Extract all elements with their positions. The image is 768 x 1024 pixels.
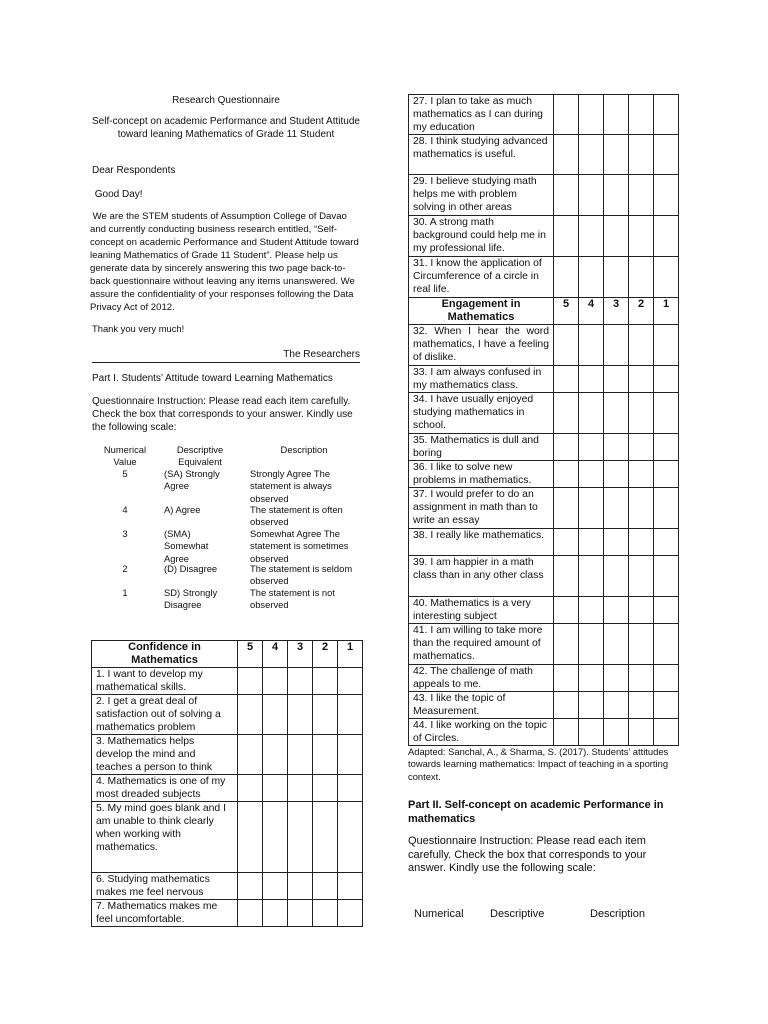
item-text: 31. I know the application of Circumference of a circle in real life. — [409, 257, 554, 298]
checkbox-cell[interactable] — [554, 665, 579, 692]
scale-equiv: (SA) Strongly Agree — [164, 468, 220, 492]
table-row — [409, 556, 679, 597]
item-text: 6. Studying mathematics makes me feel nervous — [92, 873, 238, 900]
checkbox-cell[interactable] — [579, 135, 604, 175]
table-row — [409, 529, 679, 556]
intro-paragraph — [90, 210, 362, 314]
item-text: 1. I want to develop my mathematical skills. — [92, 668, 238, 695]
checkbox-cell[interactable] — [604, 216, 629, 257]
item-text: 44. I like working on the topic of Circles. — [409, 719, 554, 746]
col-header-5: 5 — [554, 298, 579, 325]
greeting — [92, 188, 360, 201]
part2-scale-header-descriptive: Descriptive — [490, 908, 545, 920]
table-header-title: Confidence in Mathematics — [92, 641, 238, 668]
checkbox-cell[interactable] — [579, 461, 604, 488]
col-header-1: 1 — [654, 298, 679, 325]
scale-value: 1 — [122, 587, 128, 598]
checkbox-cell[interactable] — [654, 393, 679, 434]
checkbox-cell[interactable] — [554, 135, 579, 175]
table-row — [409, 597, 679, 624]
scale-value: 3 — [122, 528, 128, 539]
divider — [92, 362, 360, 363]
checkbox-cell[interactable] — [654, 597, 679, 624]
scale-equiv: A) Agree — [164, 504, 201, 515]
checkbox-cell[interactable] — [554, 325, 579, 366]
checkbox-cell[interactable] — [288, 668, 313, 695]
checkbox-cell[interactable] — [604, 529, 629, 556]
scale-header-descriptive: Descriptive Equivalent — [176, 444, 224, 468]
checkbox-cell[interactable] — [604, 257, 629, 298]
scale-desc: The statement is often observed — [250, 504, 343, 528]
doc-title: Self-concept on academic Performance and Student Attitude toward leaning Mathematics of Grade 11 Student — [92, 116, 360, 140]
checkbox-cell[interactable] — [604, 175, 629, 216]
col-header-2: 2 — [313, 641, 338, 668]
checkbox-cell[interactable] — [654, 366, 679, 393]
checkbox-cell[interactable] — [604, 719, 629, 746]
part2-instruction: Questionnaire Instruction: Please read each item carefully. Check the box that corresponds to your answer. Kindly use the following scale: — [408, 835, 647, 874]
checkbox-cell[interactable] — [338, 900, 363, 927]
scale-desc: Strongly Agree The statement is always observed — [250, 468, 332, 504]
checkbox-cell[interactable] — [604, 692, 629, 719]
checkbox-cell[interactable] — [579, 665, 604, 692]
part2-scale-header-description: Description — [590, 908, 646, 920]
table-row — [92, 802, 363, 873]
checkbox-cell[interactable] — [238, 900, 263, 927]
table-row — [92, 775, 363, 802]
checkbox-cell[interactable] — [288, 802, 313, 873]
checkbox-cell[interactable] — [554, 597, 579, 624]
table-row — [409, 719, 679, 746]
checkbox-cell[interactable] — [629, 95, 654, 135]
checkbox-cell[interactable] — [629, 461, 654, 488]
item-text: 43. I like the topic of Measurement. — [409, 692, 554, 719]
col-header-4: 4 — [579, 298, 604, 325]
scale-equiv: (SMA) Somewhat Agree — [164, 528, 209, 564]
checkbox-cell[interactable] — [579, 257, 604, 298]
checkbox-cell[interactable] — [313, 873, 338, 900]
scale-value: 2 — [122, 563, 128, 574]
table-row — [409, 216, 679, 257]
scale-value: 5 — [122, 468, 128, 479]
scale-desc: Somewhat Agree The statement is sometimes observed — [250, 528, 349, 564]
col-header-2: 2 — [629, 298, 654, 325]
checkbox-cell[interactable] — [288, 775, 313, 802]
checkbox-cell[interactable] — [579, 529, 604, 556]
checkbox-cell[interactable] — [263, 775, 288, 802]
col-header-5: 5 — [238, 641, 263, 668]
checkbox-cell[interactable] — [629, 393, 654, 434]
table-header-title: Engagement in Mathematics — [409, 298, 554, 325]
checkbox-cell[interactable] — [604, 461, 629, 488]
item-text: 38. I really like mathematics. — [409, 529, 554, 556]
checkbox-cell[interactable] — [238, 873, 263, 900]
checkbox-cell[interactable] — [579, 325, 604, 366]
checkbox-cell[interactable] — [554, 393, 579, 434]
scale-header-numerical: Numerical Value — [103, 444, 147, 468]
intro-text: We are the STEM students of Assumption College of Davao and currently conducting business research entitled, “Self-concept on academic Performance and Student Attitude toward leaning Mathematics of Grade 11 Student”. Please help us generate data by sincerely answering this two page back-to-back questionnaire without leaving any items unanswered. We assure the confidentiality of your responses following the Data Privacy Act of 2012. — [90, 211, 359, 313]
table-row — [409, 366, 679, 393]
table-row — [409, 461, 679, 488]
checkbox-cell[interactable] — [604, 624, 629, 665]
part2-title: Part II. Self-concept on academic Performance in mathematics — [408, 799, 664, 825]
item-text: 29. I believe studying math helps me with problem solving in other areas — [409, 175, 554, 216]
checkbox-cell[interactable] — [263, 695, 288, 735]
checkbox-cell[interactable] — [654, 556, 679, 597]
checkbox-cell[interactable] — [654, 257, 679, 298]
checkbox-cell[interactable] — [629, 175, 654, 216]
table-row — [409, 434, 679, 461]
checkbox-cell[interactable] — [629, 624, 654, 665]
checkbox-cell[interactable] — [288, 735, 313, 775]
table-row — [409, 257, 679, 298]
checkbox-cell[interactable] — [554, 692, 579, 719]
table-row — [92, 900, 363, 927]
checkbox-cell[interactable] — [554, 461, 579, 488]
checkbox-cell[interactable] — [629, 434, 654, 461]
checkbox-cell[interactable] — [554, 216, 579, 257]
checkbox-cell[interactable] — [554, 366, 579, 393]
checkbox-cell[interactable] — [604, 366, 629, 393]
checkbox-cell[interactable] — [263, 900, 288, 927]
checkbox-cell[interactable] — [629, 325, 654, 366]
checkbox-cell[interactable] — [629, 597, 654, 624]
item-text: 27. I plan to take as much mathematics as I can during my education — [409, 95, 554, 135]
scale-value: 4 — [122, 504, 128, 515]
checkbox-cell[interactable] — [579, 692, 604, 719]
scale-equiv: SD) Strongly Disagree — [164, 587, 218, 611]
checkbox-cell[interactable] — [263, 735, 288, 775]
checkbox-cell[interactable] — [554, 95, 579, 135]
checkbox-cell[interactable] — [288, 873, 313, 900]
scale-equiv: (D) Disagree — [164, 563, 218, 574]
col-header-3: 3 — [604, 298, 629, 325]
checkbox-cell[interactable] — [654, 216, 679, 257]
checkbox-cell[interactable] — [654, 95, 679, 135]
col-header-4: 4 — [263, 641, 288, 668]
checkbox-cell[interactable] — [288, 695, 313, 735]
table-row — [409, 624, 679, 665]
checkbox-cell[interactable] — [554, 257, 579, 298]
checkbox-cell[interactable] — [629, 216, 654, 257]
signature: The Researchers — [283, 349, 360, 360]
table-row — [92, 735, 363, 775]
item-text: 41. I am willing to take more than the required amount of mathematics. — [409, 624, 554, 665]
table-row — [409, 692, 679, 719]
checkbox-cell[interactable] — [654, 529, 679, 556]
checkbox-cell[interactable] — [313, 695, 338, 735]
item-text: 5. My mind goes blank and I am unable to think clearly when working with mathematics. — [92, 802, 238, 873]
checkbox-cell[interactable] — [604, 597, 629, 624]
table-row — [92, 873, 363, 900]
checkbox-cell[interactable] — [604, 95, 629, 135]
checkbox-cell[interactable] — [238, 802, 263, 873]
checkbox-cell[interactable] — [629, 529, 654, 556]
engagement-table — [408, 94, 679, 746]
checkbox-cell[interactable] — [238, 775, 263, 802]
item-text: 28. I think studying advanced mathematics is useful. — [409, 135, 554, 175]
checkbox-cell[interactable] — [579, 719, 604, 746]
checkbox-cell[interactable] — [263, 873, 288, 900]
item-text: 2. I get a great deal of satisfaction out of solving a mathematics problem — [92, 695, 238, 735]
checkbox-cell[interactable] — [604, 393, 629, 434]
checkbox-cell[interactable] — [579, 488, 604, 529]
checkbox-cell[interactable] — [554, 175, 579, 216]
checkbox-cell[interactable] — [654, 692, 679, 719]
part1-title: Part I. Students’ Attitude toward Learning Mathematics — [92, 373, 333, 384]
scale-header-description: Description — [280, 444, 328, 455]
checkbox-cell[interactable] — [654, 665, 679, 692]
checkbox-cell[interactable] — [579, 175, 604, 216]
checkbox-cell[interactable] — [654, 488, 679, 529]
part2-scale-header-numerical: Numerical — [414, 908, 464, 920]
checkbox-cell[interactable] — [554, 719, 579, 746]
item-text: 42. The challenge of math appeals to me. — [409, 665, 554, 692]
checkbox-cell[interactable] — [238, 668, 263, 695]
checkbox-cell[interactable] — [263, 802, 288, 873]
col-header-3: 3 — [288, 641, 313, 668]
checkbox-cell[interactable] — [629, 488, 654, 529]
checkbox-cell[interactable] — [554, 529, 579, 556]
checkbox-cell[interactable] — [313, 668, 338, 695]
checkbox-cell[interactable] — [654, 434, 679, 461]
checkbox-cell[interactable] — [579, 393, 604, 434]
table-row — [409, 135, 679, 175]
checkbox-cell[interactable] — [579, 95, 604, 135]
checkbox-cell[interactable] — [313, 735, 338, 775]
checkbox-cell[interactable] — [654, 135, 679, 175]
item-text: 3. Mathematics helps develop the mind and teaches a person to think — [92, 735, 238, 775]
checkbox-cell[interactable] — [579, 624, 604, 665]
checkbox-cell[interactable] — [338, 802, 363, 873]
checkbox-cell[interactable] — [338, 873, 363, 900]
checkbox-cell[interactable] — [654, 325, 679, 366]
confidence-table — [91, 640, 363, 927]
checkbox-cell[interactable] — [629, 719, 654, 746]
checkbox-cell[interactable] — [338, 735, 363, 775]
item-text: 7. Mathematics makes me feel uncomfortable. — [92, 900, 238, 927]
checkbox-cell[interactable] — [338, 695, 363, 735]
salutation: Dear Respondents — [92, 165, 176, 176]
checkbox-cell[interactable] — [579, 434, 604, 461]
table-row — [409, 175, 679, 216]
checkbox-cell[interactable] — [629, 135, 654, 175]
table-row — [409, 325, 679, 366]
checkbox-cell[interactable] — [579, 216, 604, 257]
checkbox-cell[interactable] — [604, 434, 629, 461]
item-text: 34. I have usually enjoyed studying mathematics in school. — [409, 393, 554, 434]
table-row — [409, 393, 679, 434]
item-text: 33. I am always confused in my mathematics class. — [409, 366, 554, 393]
checkbox-cell[interactable] — [654, 624, 679, 665]
checkbox-cell[interactable] — [654, 461, 679, 488]
checkbox-cell[interactable] — [579, 366, 604, 393]
item-text: 32. When I hear the word mathematics, I have a feeling of dislike. — [409, 325, 554, 366]
checkbox-cell[interactable] — [288, 900, 313, 927]
table-row — [409, 95, 679, 135]
table-row — [92, 668, 363, 695]
checkbox-cell[interactable] — [554, 434, 579, 461]
checkbox-cell[interactable] — [629, 692, 654, 719]
doc-heading: Research Questionnaire — [172, 95, 280, 106]
checkbox-cell[interactable] — [338, 668, 363, 695]
scale-desc: The statement is seldom observed — [250, 563, 353, 587]
item-text: 36. I like to solve new problems in mathematics. — [409, 461, 554, 488]
table-row — [409, 665, 679, 692]
table-row — [409, 488, 679, 529]
checkbox-cell[interactable] — [579, 556, 604, 597]
part1-instruction: Questionnaire Instruction: Please read each item carefully. Check the box that corresponds to your answer. Kindly use the following scale: — [92, 396, 353, 433]
checkbox-cell[interactable] — [579, 597, 604, 624]
checkbox-cell[interactable] — [338, 775, 363, 802]
item-text: 35. Mathematics is dull and boring — [409, 434, 554, 461]
checkbox-cell[interactable] — [313, 775, 338, 802]
col-header-1: 1 — [338, 641, 363, 668]
checkbox-cell[interactable] — [629, 257, 654, 298]
checkbox-cell[interactable] — [654, 175, 679, 216]
item-text: 4. Mathematics is one of my most dreaded subjects — [92, 775, 238, 802]
item-text: 30. A strong math background could help me in my professional life. — [409, 216, 554, 257]
checkbox-cell[interactable] — [554, 488, 579, 529]
checkbox-cell[interactable] — [654, 719, 679, 746]
greeting-text: Good Day! — [94, 189, 143, 200]
checkbox-cell[interactable] — [313, 900, 338, 927]
scale-desc: The statement is not observed — [250, 587, 335, 611]
thanks: Thank you very much! — [92, 323, 185, 334]
item-text: 39. I am happier in a math class than in any other class — [409, 556, 554, 597]
checkbox-cell[interactable] — [629, 366, 654, 393]
checkbox-cell[interactable] — [629, 665, 654, 692]
checkbox-cell[interactable] — [554, 556, 579, 597]
checkbox-cell[interactable] — [604, 665, 629, 692]
checkbox-cell[interactable] — [604, 488, 629, 529]
table-row — [92, 695, 363, 735]
checkbox-cell[interactable] — [604, 135, 629, 175]
item-text: 37. I would prefer to do an assignment in math than to write an essay — [409, 488, 554, 529]
checkbox-cell[interactable] — [313, 802, 338, 873]
citation: Adapted: Sanchal, A., & Sharma, S. (2017). Students’ attitudes towards learning mathematics: Impact of teaching in a sporting context. — [408, 746, 669, 782]
checkbox-cell[interactable] — [629, 556, 654, 597]
checkbox-cell[interactable] — [263, 668, 288, 695]
checkbox-cell[interactable] — [604, 556, 629, 597]
item-text: 40. Mathematics is a very interesting subject — [409, 597, 554, 624]
checkbox-cell[interactable] — [238, 695, 263, 735]
checkbox-cell[interactable] — [554, 624, 579, 665]
checkbox-cell[interactable] — [604, 325, 629, 366]
checkbox-cell[interactable] — [238, 735, 263, 775]
